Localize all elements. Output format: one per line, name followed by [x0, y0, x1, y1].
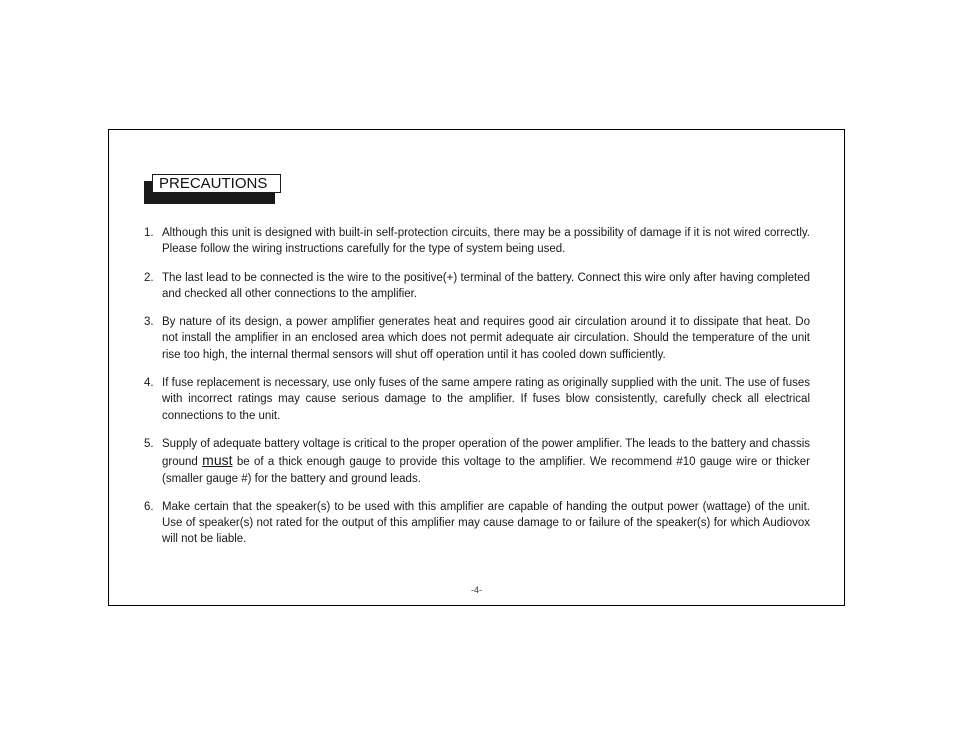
list-item: [144, 225, 810, 258]
emphasis-must: must: [202, 452, 233, 469]
list-item: [144, 314, 810, 363]
item-number: 6.: [144, 500, 154, 513]
page-number: -4-: [471, 585, 482, 595]
page-frame: [108, 129, 845, 606]
item-text-after: be of a thick enough gauge to provide this voltage to the amplifier. We recommend #10 gauge wire or thicker (smaller gauge #) for the battery and ground leads.: [162, 456, 810, 485]
precautions-list: [144, 225, 810, 560]
item-text: By nature of its design, a power amplifier generates heat and requires good air circulation around it to dissipate that heat. Do not install the amplifier in an enclosed area which does not permit adequate air circulation. Should the temperature of the unit rise too high, the internal thermal sensors will shut off operation until it has cooled down sufficiently.: [162, 316, 810, 361]
item-text: Make certain that the speaker(s) to be used with this amplifier are capable of handing the output power (wattage) of the unit. Use of speaker(s) not rated for the output of this amplifier may cause damage to or failure of the speaker(s) for which Audiovox will not be liable.: [162, 500, 810, 546]
list-item: [144, 270, 810, 303]
list-item: [144, 375, 810, 424]
list-item: [144, 436, 810, 487]
list-item: [144, 499, 810, 548]
section-heading: [144, 174, 275, 205]
section-heading-label: PRECAUTIONS: [152, 174, 281, 193]
item-number: 1.: [144, 227, 154, 239]
item-number: 3.: [144, 316, 154, 329]
item-text: If fuse replacement is necessary, use only fuses of the same ampere rating as originally supplied with the unit. The use of fuses with incorrect ratings may cause serious damage to the amplifier. If fuses blow consistently, carefully check all electrical connections to the unit.: [162, 377, 810, 422]
item-number: 2.: [144, 271, 154, 284]
item-number: 5.: [144, 437, 154, 450]
item-text: The last lead to be connected is the wire to the positive(+) terminal of the battery. Connect this wire only after having completed and checked all other connections to the amplifier.: [162, 271, 810, 300]
item-text: Although this unit is designed with built-in self-protection circuits, there may be a possibility of damage if it is not wired correctly. Please follow the wiring instructions carefully for the type of system being used.: [162, 227, 810, 256]
item-text-before: Supply of adequate battery voltage is critical to the proper operation of the power amplifier. The leads to the battery and chassis ground: [162, 437, 811, 469]
item-number: 4.: [144, 377, 154, 390]
